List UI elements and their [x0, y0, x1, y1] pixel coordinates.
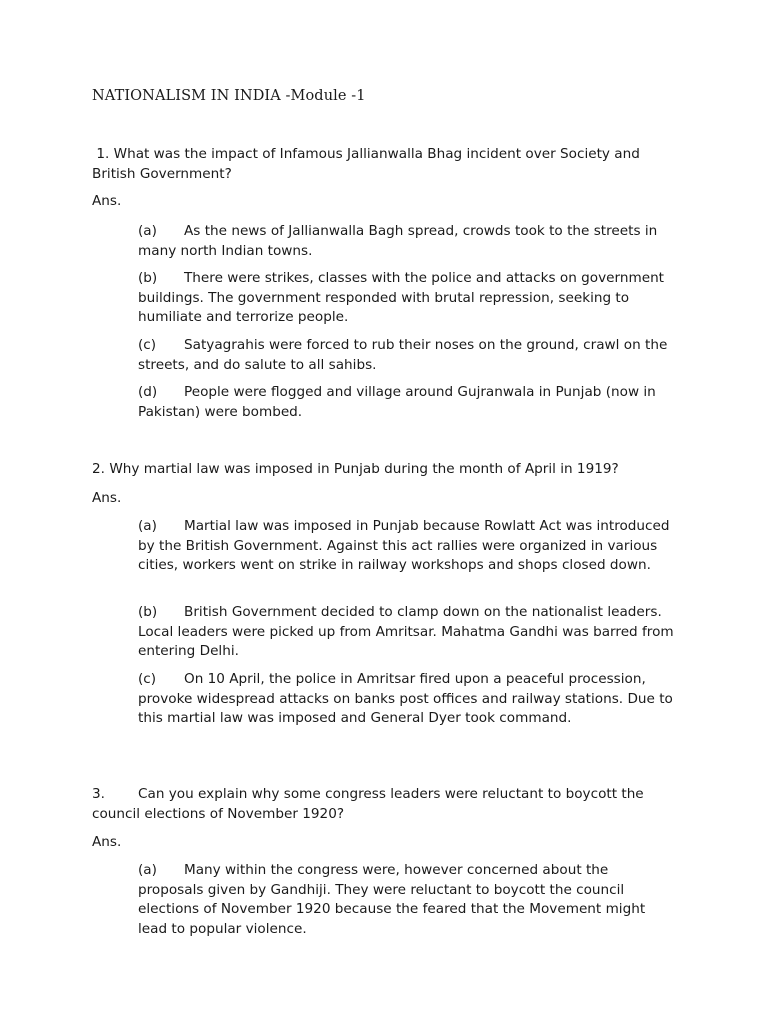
answer-label: Ans. [92, 834, 122, 850]
answer-text: As the news of Jallianwalla Bagh spread, crowds took to the streets in many north Indian towns. [138, 223, 658, 259]
answer-marker: (b) [138, 604, 158, 620]
answer-marker: (d) [138, 384, 158, 400]
answer-marker: (a) [138, 518, 157, 534]
answer-item [138, 383, 678, 422]
answer-text: Martial law was imposed in Punjab because Rowlatt Act was introduced by the British Government. Against this act rallies were organized in various cities, workers went on strike in railway workshops and shops closed down. [138, 518, 670, 573]
question-number: 2. [92, 461, 105, 477]
answer-item [138, 517, 678, 576]
question-text: What was the impact of Infamous Jallianwalla Bhag incident over Society and British Government? [92, 146, 640, 182]
answer-label: Ans. [92, 490, 122, 506]
question-3 [92, 785, 682, 824]
answer-item [138, 222, 678, 261]
answer-text: People were flogged and village around Gujranwala in Punjab (now in Pakistan) were bombed. [138, 384, 656, 420]
answer-item [138, 861, 678, 939]
question-number: 3. [92, 786, 105, 802]
answer-marker: (c) [138, 671, 157, 687]
answer-text: There were strikes, classes with the police and attacks on government buildings. The government responded with brutal repression, seeking to humiliate and terrorize people. [138, 270, 665, 325]
answer-item [138, 603, 678, 662]
answer-text: Satyagrahis were forced to rub their noses on the ground, crawl on the streets, and do salute to all sahibs. [138, 337, 668, 373]
answer-marker: (a) [138, 223, 157, 239]
question-1 [92, 145, 682, 184]
answer-text: Many within the congress were, however concerned about the proposals given by Gandhiji. They were reluctant to boycott the council elections of November 1920 because the feared that the Movement might lead to popular violence. [138, 862, 646, 937]
answer-item [138, 269, 678, 328]
question-2 [92, 460, 682, 480]
question-number: 1. [96, 146, 110, 162]
answer-text: British Government decided to clamp down on the nationalist leaders. Local leaders were picked up from Amritsar. Mahatma Gandhi was barred from entering Delhi. [138, 604, 674, 659]
answer-marker: (c) [138, 337, 157, 353]
question-text: Can you explain why some congress leaders were reluctant to boycott the council elections of November 1920? [92, 786, 644, 822]
answer-marker: (b) [138, 270, 158, 286]
answer-item [138, 670, 678, 729]
answer-text: On 10 April, the police in Amritsar fired upon a peaceful procession, provoke widespread attacks on banks post offices and railway stations. Due to this martial law was imposed and General Dyer took command. [138, 671, 673, 726]
document-title: NATIONALISM IN INDIA -Module -1 [92, 88, 366, 104]
answer-label: Ans. [92, 193, 122, 209]
question-text: Why martial law was imposed in Punjab during the month of April in 1919? [109, 461, 619, 477]
answer-marker: (a) [138, 862, 157, 878]
answer-item [138, 336, 678, 375]
